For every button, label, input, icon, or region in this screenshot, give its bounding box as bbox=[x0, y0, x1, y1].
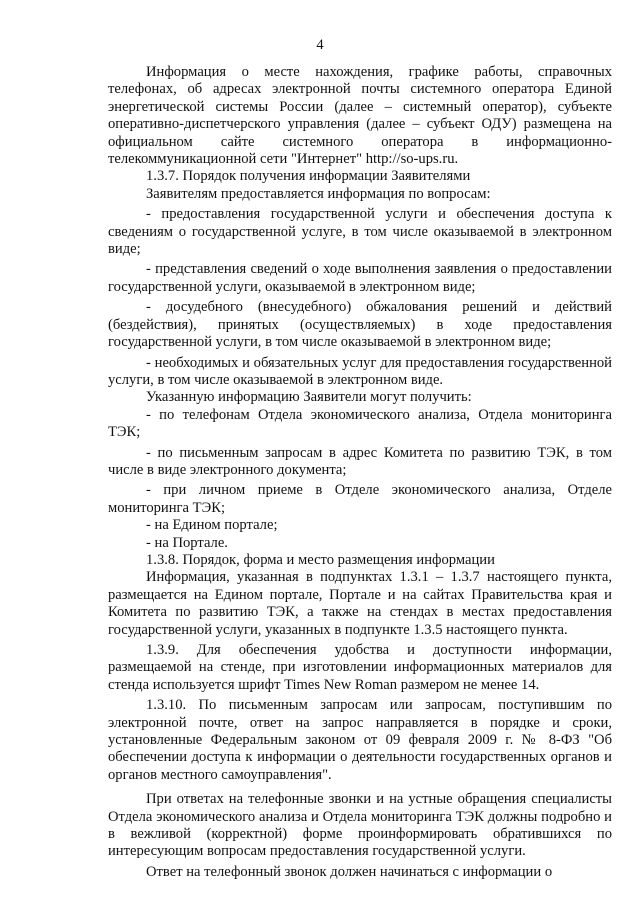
list-item-portal: - на Портале. bbox=[146, 534, 228, 551]
list-item-service-provision: - предоставления государственной услуги и обеспечения доступа к сведениям о государственной услуге, в том числе оказываемой в электронном виде; bbox=[108, 206, 612, 258]
paragraph-phone-call-start: Ответ на телефонный звонок должен начинаться с информации о bbox=[146, 863, 553, 880]
list-item-personal-visit: - при личном приеме в Отделе экономического анализа, Отделе мониторинга ТЭК; bbox=[108, 482, 612, 516]
list-item-appeal: - досудебного (внесудебного) обжалования решений и действий (бездействия), принятых (осуществляемых) в ходе предоставления государственной услуги, в том числе оказываемой в электронном виде; bbox=[108, 299, 612, 351]
paragraph-1-3-10-written-requests: 1.3.10. По письменным запросам или запросам, поступившим по электронной почте, ответ на запрос направляется в порядке и сроки, установленные Федеральным законом от 09 февраля 2009 г. № 8-ФЗ "Об обеспечении доступа к информации о деятельности государственных органов и органов местного самоуправления". bbox=[108, 697, 612, 783]
section-heading-1-3-7: 1.3.7. Порядок получения информации Заявителями bbox=[146, 168, 471, 185]
list-item-written-request: - по письменным запросам в адрес Комитета по развитию ТЭК, в том числе в виде электронного документа; bbox=[108, 444, 612, 478]
list-item-by-phone: - по телефонам Отдела экономического анализа, Отдела мониторинга ТЭК; bbox=[108, 406, 612, 441]
list-item-required-services: - необходимых и обязательных услуг для предоставления государственной услуги, в том числе оказываемой в электронном виде. bbox=[108, 354, 612, 388]
document-body bbox=[108, 64, 612, 881]
paragraph-1-3-9-font: 1.3.9. Для обеспечения удобства и доступности информации, размещаемой на стенде, при изготовлении информационных материалов для стенда используется шрифт Times New Roman размером не менее 14. bbox=[108, 642, 612, 693]
list-item-unified-portal: - на Едином портале; bbox=[146, 517, 278, 534]
paragraph-phone-answers: При ответах на телефонные звонки и на устные обращения специалисты Отдела экономического анализа и Отдела мониторинга ТЭК должны подробно и в вежливой (корректной) форме проинформировать обратившихся по интересующим вопросам предоставления государственной услуги. bbox=[108, 791, 612, 860]
page-number: 4 bbox=[316, 37, 324, 53]
paragraph-system-operator-info: Информация о месте нахождения, графике работы, справочных телефонах, об адресах электронной почты системного оператора Единой энергетической системы России (далее – системный оператор), субъекте оперативно-диспетчерского управления (далее – субъект ОДУ) размещена на официальном сайте системного оператора в информационно-телекоммуникационной сети "Интернет" http://so-ups.ru. bbox=[108, 64, 612, 168]
paragraph-info-placement: Информация, указанная в подпунктах 1.3.1 – 1.3.7 настоящего пункта, размещается на Едином портале, Портале и на сайтах Правительства края и Комитета по развитию ТЭК, а также на стендах в местах предоставления государственной услуги, указанных в подпункте 1.3.5 настоящего пункта. bbox=[108, 569, 612, 638]
paragraph-info-channels-intro: Указанную информацию Заявители могут получить: bbox=[146, 389, 472, 406]
paragraph-info-topics-intro: Заявителям предоставляется информация по вопросам: bbox=[146, 185, 491, 202]
section-heading-1-3-8: 1.3.8. Порядок, форма и место размещения информации bbox=[146, 551, 495, 568]
list-item-application-progress: - представления сведений о ходе выполнения заявления о предоставлении государственной услуги, оказываемой в электронном виде; bbox=[108, 261, 612, 295]
